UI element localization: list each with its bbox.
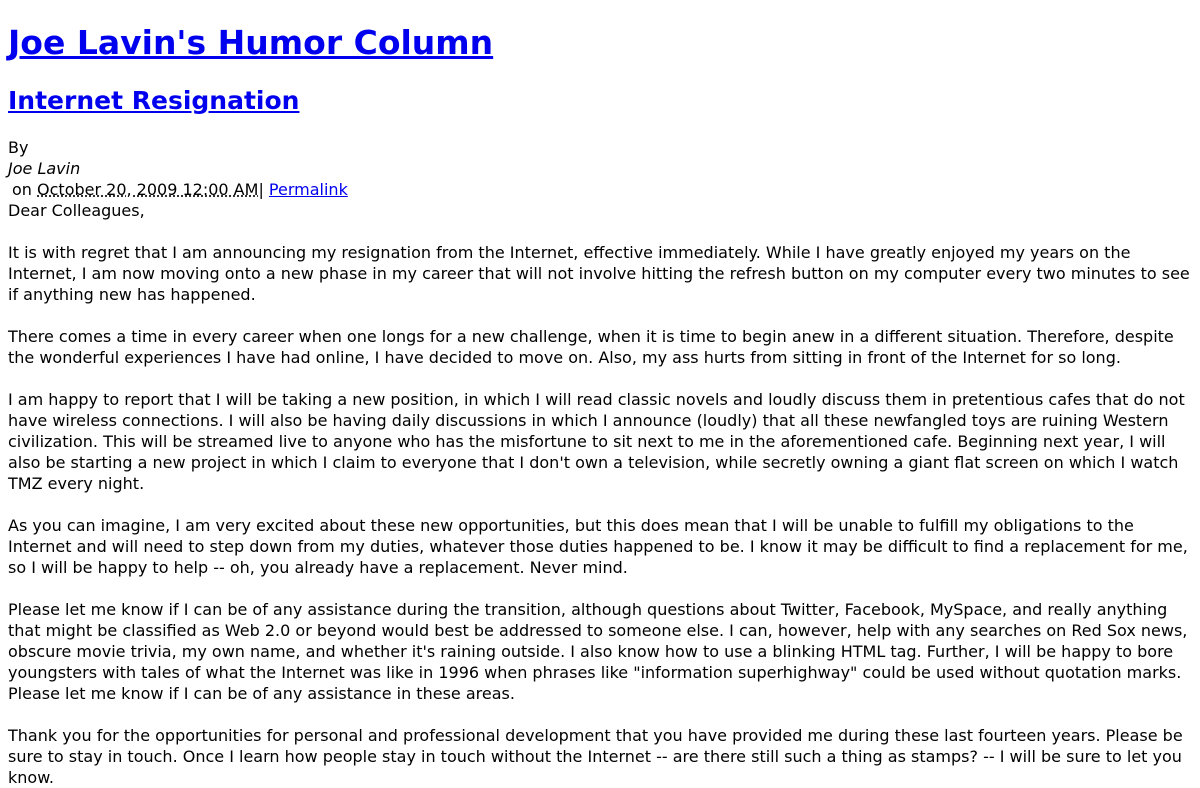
paragraph: It is with regret that I am announcing my resignation from the Internet, effective immediately. While I have greatly enjoyed my years on the Internet, I am now moving onto a new phase in my career that will not involve hitting the refresh button on my computer every two minutes to see if anything new has happened. [8, 243, 1190, 304]
byline-author: Joe Lavin [8, 159, 81, 178]
byline-on-label: on [12, 180, 32, 199]
salutation: Dear Colleagues, [8, 201, 145, 220]
permalink-link[interactable]: Permalink [268, 180, 348, 199]
byline-separator: | [258, 180, 264, 199]
article-title [8, 85, 299, 117]
paragraph: Please let me know if I can be of any assistance during the transition, although questions about Twitter, Facebook, MySpace, and really anything that might be classified as Web 2.0 or beyond would best be addressed to someone else. I can, however, help with any searches on Red Sox news, obscure movie trivia, my own name, and whether it's raining outside. I also know how to use a blinking HTML tag. Further, I will be happy to bore youngsters with tales of what the Internet was like in 1996 when phrases like "information superhighway" could be used without quotation marks. Please let me know if I can be of any assistance in these areas. [8, 600, 1188, 703]
paragraph: I am happy to report that I will be taking a new position, in which I will read classic novels and loudly discuss them in pretentious cafes that do not have wireless connections. I will also be having daily discussions in which I announce (loudly) that all these newfangled toys are ruining Western civilization. This will be streamed live to anyone who has the misfortune to sit next to me in the aforementioned cafe. Beginning next year, I will also be starting a new project in which I claim to everyone that I don't own a television, while secretly owning a giant flat screen on which I watch TMZ every night. [8, 390, 1185, 493]
byline-meta [8, 179, 1194, 200]
paragraph: As you can imagine, I am very excited about these new opportunities, but this does mean that I will be unable to fulfill my obligations to the Internet and will need to step down from my duties, whatever those duties happened to be. I know it may be difficult to find a replacement for me, so I will be happy to help -- oh, you already have a replacement. Never mind. [8, 516, 1188, 577]
paragraph: There comes a time in every career when one longs for a new challenge, when it is time to begin anew in a different situation. Therefore, despite the wonderful experiences I have had online, I have decided to move on. Also, my ass hurts from sitting in front of the Internet for so long. [8, 327, 1174, 367]
article-title-link[interactable]: Internet Resignation [8, 86, 300, 115]
paragraph: Thank you for the opportunities for personal and professional development that you have provided me during these last fourteen years. Please be sure to stay in touch. Once I learn how people stay in touch without the Internet -- are there still such a thing as stamps? -- I will be sure to let you know. [8, 726, 1183, 787]
article-body [8, 137, 1194, 788]
byline-by-label: By [8, 138, 29, 157]
site-title [8, 22, 493, 64]
site-title-link[interactable]: Joe Lavin's Humor Column [8, 23, 494, 62]
publish-date: October 20, 2009 12:00 AM [37, 180, 259, 199]
